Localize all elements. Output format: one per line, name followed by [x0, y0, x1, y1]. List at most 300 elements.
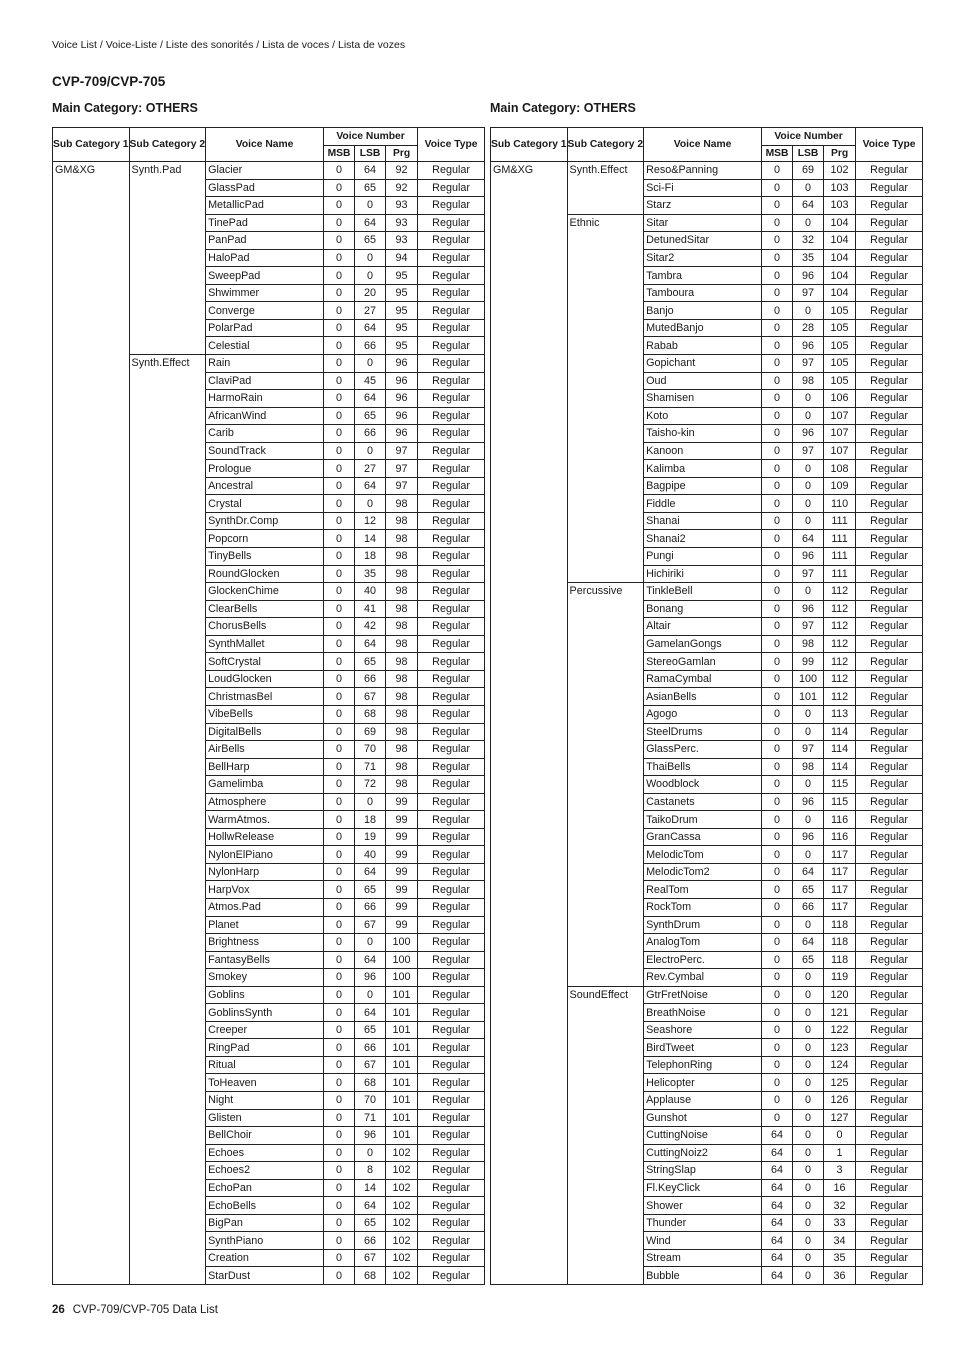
lsb-cell: 98	[793, 372, 824, 390]
sub-category-1-cell	[53, 811, 130, 829]
voice-name-cell: Shamisen	[644, 390, 762, 408]
voice-name-cell: Shower	[644, 1197, 762, 1215]
prg-cell: 93	[386, 214, 418, 232]
table-row	[491, 723, 923, 741]
msb-cell: 0	[324, 811, 355, 829]
lsb-cell: 99	[793, 653, 824, 671]
voice-type-cell: Regular	[856, 758, 923, 776]
msb-cell: 0	[762, 249, 793, 267]
voice-name-cell: TinyBells	[206, 548, 324, 566]
prg-cell: 116	[824, 811, 856, 829]
voice-name-cell: Kanoon	[644, 442, 762, 460]
table-row	[53, 688, 485, 706]
sub-category-2-cell: Percussive	[567, 583, 644, 601]
prg-cell: 121	[824, 1004, 856, 1022]
msb-cell: 64	[762, 1214, 793, 1232]
lsb-cell: 0	[355, 355, 386, 373]
table-row	[53, 214, 485, 232]
voice-name-cell: Helicopter	[644, 1074, 762, 1092]
table-row	[491, 916, 923, 934]
voice-name-cell: Sitar	[644, 214, 762, 232]
voice-name-cell: GlockenChime	[206, 583, 324, 601]
lsb-cell: 68	[355, 1074, 386, 1092]
table-row	[491, 1162, 923, 1180]
sub-category-1-cell	[53, 881, 130, 899]
sub-category-1-cell	[53, 197, 130, 215]
prg-cell: 118	[824, 934, 856, 952]
prg-cell: 36	[824, 1267, 856, 1285]
msb-cell: 0	[762, 337, 793, 355]
voice-type-cell: Regular	[856, 425, 923, 443]
table-row	[53, 495, 485, 513]
sub-category-2-cell	[129, 653, 206, 671]
table-row	[53, 249, 485, 267]
header-voice-type: Voice Type	[418, 128, 485, 162]
msb-cell: 0	[762, 284, 793, 302]
msb-cell: 0	[324, 741, 355, 759]
msb-cell: 0	[324, 776, 355, 794]
lsb-cell: 72	[355, 776, 386, 794]
sub-category-1-cell	[53, 600, 130, 618]
voice-type-cell: Regular	[418, 477, 485, 495]
sub-category-1-cell	[491, 407, 568, 425]
prg-cell: 35	[824, 1249, 856, 1267]
msb-cell: 0	[324, 1021, 355, 1039]
lsb-cell: 64	[355, 214, 386, 232]
prg-cell: 105	[824, 319, 856, 337]
prg-cell: 122	[824, 1021, 856, 1039]
table-row	[53, 1267, 485, 1285]
voice-type-cell: Regular	[856, 477, 923, 495]
voice-name-cell: Atmosphere	[206, 793, 324, 811]
prg-cell: 97	[386, 460, 418, 478]
voice-name-cell: StarDust	[206, 1267, 324, 1285]
voice-name-cell: Kalimba	[644, 460, 762, 478]
voice-name-cell: Reso&Panning	[644, 162, 762, 180]
msb-cell: 0	[324, 495, 355, 513]
msb-cell: 0	[762, 302, 793, 320]
lsb-cell: 96	[793, 337, 824, 355]
msb-cell: 0	[762, 162, 793, 180]
prg-cell: 102	[824, 162, 856, 180]
prg-cell: 125	[824, 1074, 856, 1092]
sub-category-2-cell	[129, 1039, 206, 1057]
table-row	[491, 530, 923, 548]
sub-category-2-cell: SoundEffect	[567, 986, 644, 1004]
voice-type-cell: Regular	[856, 1004, 923, 1022]
prg-cell: 105	[824, 355, 856, 373]
sub-category-2-cell	[129, 442, 206, 460]
sub-category-1-cell	[491, 1127, 568, 1145]
msb-cell: 0	[324, 1074, 355, 1092]
prg-cell: 98	[386, 530, 418, 548]
table-row	[53, 1056, 485, 1074]
table-row	[53, 1179, 485, 1197]
sub-category-1-cell	[491, 1004, 568, 1022]
lsb-cell: 0	[793, 1056, 824, 1074]
voice-name-cell: Sci-Fi	[644, 179, 762, 197]
voice-type-cell: Regular	[856, 811, 923, 829]
voice-name-cell: Shwimmer	[206, 284, 324, 302]
sub-category-1-cell	[53, 1021, 130, 1039]
table-row	[53, 986, 485, 1004]
msb-cell: 0	[324, 688, 355, 706]
voice-type-cell: Regular	[418, 863, 485, 881]
voice-name-cell: Brightness	[206, 934, 324, 952]
msb-cell: 0	[762, 565, 793, 583]
header-lsb: LSB	[355, 146, 386, 162]
table-row	[491, 267, 923, 285]
lsb-cell: 27	[355, 302, 386, 320]
lsb-cell: 64	[355, 162, 386, 180]
msb-cell: 0	[324, 828, 355, 846]
sub-category-2-cell	[567, 1091, 644, 1109]
table-row	[53, 390, 485, 408]
voice-name-cell: ElectroPerc.	[644, 951, 762, 969]
sub-category-1-cell	[491, 881, 568, 899]
lsb-cell: 0	[793, 1144, 824, 1162]
sub-category-1-cell	[53, 688, 130, 706]
sub-category-1-cell	[53, 846, 130, 864]
lsb-cell: 101	[793, 688, 824, 706]
prg-cell: 107	[824, 425, 856, 443]
table-row	[53, 1074, 485, 1092]
prg-cell: 104	[824, 249, 856, 267]
voice-type-cell: Regular	[418, 495, 485, 513]
voice-type-cell: Regular	[418, 512, 485, 530]
sub-category-2-cell	[129, 793, 206, 811]
table-row	[491, 162, 923, 180]
header-prg: Prg	[824, 146, 856, 162]
lsb-cell: 0	[793, 302, 824, 320]
voice-name-cell: Carib	[206, 425, 324, 443]
table-row	[491, 1127, 923, 1145]
prg-cell: 118	[824, 951, 856, 969]
msb-cell: 0	[324, 986, 355, 1004]
voice-type-cell: Regular	[418, 425, 485, 443]
msb-cell: 0	[762, 618, 793, 636]
voice-name-cell: Ritual	[206, 1056, 324, 1074]
lsb-cell: 64	[793, 530, 824, 548]
voice-name-cell: Taisho-kin	[644, 425, 762, 443]
lsb-cell: 0	[793, 1179, 824, 1197]
table-row	[53, 1232, 485, 1250]
header-lsb: LSB	[793, 146, 824, 162]
prg-cell: 114	[824, 758, 856, 776]
prg-cell: 34	[824, 1232, 856, 1250]
table-row	[491, 179, 923, 197]
table-row	[491, 319, 923, 337]
sub-category-2-cell	[129, 197, 206, 215]
sub-category-1-cell	[491, 846, 568, 864]
voice-name-cell: MelodicTom2	[644, 863, 762, 881]
table-row	[53, 758, 485, 776]
msb-cell: 0	[324, 1056, 355, 1074]
sub-category-1-cell	[53, 337, 130, 355]
table-row	[491, 407, 923, 425]
table-row	[491, 600, 923, 618]
voice-name-cell: Night	[206, 1091, 324, 1109]
voice-name-cell: ClaviPad	[206, 372, 324, 390]
sub-category-2-cell	[129, 969, 206, 987]
header-voice-number: Voice Number	[324, 128, 418, 146]
sub-category-2-cell	[129, 986, 206, 1004]
table-row	[491, 1091, 923, 1109]
voice-name-cell: Pungi	[644, 548, 762, 566]
table-row	[53, 284, 485, 302]
table-row	[53, 425, 485, 443]
prg-cell: 99	[386, 881, 418, 899]
sub-category-1-cell	[491, 670, 568, 688]
table-row	[53, 600, 485, 618]
msb-cell: 0	[762, 776, 793, 794]
sub-category-2-cell	[129, 881, 206, 899]
sub-category-2-cell	[129, 1179, 206, 1197]
sub-category-1-cell	[53, 1004, 130, 1022]
prg-cell: 101	[386, 1056, 418, 1074]
sub-category-1-cell	[53, 355, 130, 373]
sub-category-2-cell	[129, 1144, 206, 1162]
sub-category-1-cell	[491, 1179, 568, 1197]
sub-category-2-cell	[129, 495, 206, 513]
voice-name-cell: Celestial	[206, 337, 324, 355]
prg-cell: 112	[824, 583, 856, 601]
prg-cell: 95	[386, 267, 418, 285]
prg-cell: 101	[386, 986, 418, 1004]
prg-cell: 16	[824, 1179, 856, 1197]
voice-type-cell: Regular	[856, 863, 923, 881]
voice-name-cell: Fiddle	[644, 495, 762, 513]
table-row	[53, 1021, 485, 1039]
prg-cell: 99	[386, 863, 418, 881]
lsb-cell: 0	[793, 1004, 824, 1022]
sub-category-1-cell	[53, 635, 130, 653]
voice-name-cell: Agogo	[644, 705, 762, 723]
lsb-cell: 66	[355, 425, 386, 443]
sub-category-1-cell	[53, 477, 130, 495]
sub-category-2-cell	[567, 776, 644, 794]
table-row	[491, 249, 923, 267]
voice-name-cell: VibeBells	[206, 705, 324, 723]
prg-cell: 95	[386, 319, 418, 337]
prg-cell: 94	[386, 249, 418, 267]
voice-type-cell: Regular	[856, 1249, 923, 1267]
msb-cell: 0	[324, 881, 355, 899]
voice-name-cell: BellChoir	[206, 1127, 324, 1145]
voice-type-cell: Regular	[418, 1232, 485, 1250]
sub-category-2-cell	[567, 916, 644, 934]
msb-cell: 0	[762, 583, 793, 601]
voice-type-cell: Regular	[856, 618, 923, 636]
sub-category-2-cell	[567, 319, 644, 337]
table-row	[491, 214, 923, 232]
prg-cell: 114	[824, 741, 856, 759]
prg-cell: 112	[824, 635, 856, 653]
sub-category-2-cell	[129, 583, 206, 601]
lsb-cell: 65	[355, 653, 386, 671]
sub-category-1-cell	[491, 284, 568, 302]
msb-cell: 0	[762, 232, 793, 250]
sub-category-1-cell	[491, 495, 568, 513]
voice-type-cell: Regular	[418, 705, 485, 723]
sub-category-1-cell	[53, 1127, 130, 1145]
lsb-cell: 14	[355, 1179, 386, 1197]
msb-cell: 0	[324, 284, 355, 302]
sub-category-2-cell	[129, 337, 206, 355]
voice-type-cell: Regular	[418, 390, 485, 408]
sub-category-2-cell	[129, 811, 206, 829]
header-msb: MSB	[762, 146, 793, 162]
sub-category-1-cell	[491, 916, 568, 934]
voice-type-cell: Regular	[856, 969, 923, 987]
sub-category-1-cell	[491, 460, 568, 478]
msb-cell: 0	[324, 705, 355, 723]
voice-type-cell: Regular	[856, 1197, 923, 1215]
msb-cell: 0	[324, 565, 355, 583]
voice-type-cell: Regular	[418, 1267, 485, 1285]
sub-category-1-cell	[491, 951, 568, 969]
table-row	[491, 1056, 923, 1074]
sub-category-1-cell	[491, 723, 568, 741]
prg-cell: 101	[386, 1091, 418, 1109]
sub-category-1-cell: GM&XG	[53, 162, 130, 180]
voice-name-cell: RockTom	[644, 898, 762, 916]
msb-cell: 0	[762, 951, 793, 969]
msb-cell: 0	[762, 425, 793, 443]
voice-name-cell: Creation	[206, 1249, 324, 1267]
sub-category-2-cell	[129, 898, 206, 916]
voice-type-cell: Regular	[856, 372, 923, 390]
table-row	[53, 670, 485, 688]
sub-category-1-cell	[53, 758, 130, 776]
msb-cell: 64	[762, 1197, 793, 1215]
lsb-cell: 0	[793, 179, 824, 197]
table-row	[491, 337, 923, 355]
sub-category-1-cell	[53, 776, 130, 794]
lsb-cell: 69	[355, 723, 386, 741]
voice-type-cell: Regular	[418, 249, 485, 267]
table-row	[53, 934, 485, 952]
msb-cell: 0	[762, 635, 793, 653]
sub-category-1-cell	[53, 1162, 130, 1180]
voice-type-cell: Regular	[856, 916, 923, 934]
msb-cell: 0	[762, 1091, 793, 1109]
prg-cell: 98	[386, 670, 418, 688]
msb-cell: 0	[762, 319, 793, 337]
msb-cell: 0	[762, 705, 793, 723]
voice-name-cell: Stream	[644, 1249, 762, 1267]
voice-name-cell: Crystal	[206, 495, 324, 513]
table-row	[491, 1074, 923, 1092]
sub-category-1-cell	[491, 232, 568, 250]
voice-name-cell: GamelanGongs	[644, 635, 762, 653]
sub-category-2-cell	[567, 1056, 644, 1074]
sub-category-1-cell	[53, 969, 130, 987]
table-row	[491, 670, 923, 688]
sub-category-1-cell	[491, 741, 568, 759]
sub-category-1-cell	[53, 214, 130, 232]
sub-category-2-cell	[567, 600, 644, 618]
voice-type-cell: Regular	[856, 583, 923, 601]
prg-cell: 33	[824, 1214, 856, 1232]
sub-category-1-cell	[53, 512, 130, 530]
voice-type-cell: Regular	[856, 442, 923, 460]
sub-category-1-cell	[53, 1232, 130, 1250]
prg-cell: 101	[386, 1109, 418, 1127]
voice-name-cell: LoudGlocken	[206, 670, 324, 688]
table-row	[491, 951, 923, 969]
sub-category-2-cell	[567, 653, 644, 671]
voice-type-cell: Regular	[418, 565, 485, 583]
voice-type-cell: Regular	[856, 688, 923, 706]
msb-cell: 64	[762, 1267, 793, 1285]
table-row	[491, 934, 923, 952]
lsb-cell: 28	[793, 319, 824, 337]
lsb-cell: 66	[355, 670, 386, 688]
sub-category-1-cell	[53, 653, 130, 671]
sub-category-2-cell	[129, 302, 206, 320]
sub-category-1-cell	[491, 179, 568, 197]
prg-cell: 110	[824, 495, 856, 513]
voice-type-cell: Regular	[856, 460, 923, 478]
sub-category-2-cell	[567, 758, 644, 776]
lsb-cell: 64	[793, 197, 824, 215]
voice-type-cell: Regular	[418, 811, 485, 829]
voice-name-cell: Woodblock	[644, 776, 762, 794]
voice-name-cell: RamaCymbal	[644, 670, 762, 688]
table-row	[53, 179, 485, 197]
sub-category-1-cell	[491, 986, 568, 1004]
sub-category-2-cell	[567, 442, 644, 460]
msb-cell: 0	[324, 390, 355, 408]
voice-type-cell: Regular	[418, 723, 485, 741]
lsb-cell: 0	[793, 1267, 824, 1285]
prg-cell: 98	[386, 583, 418, 601]
msb-cell: 0	[324, 249, 355, 267]
msb-cell: 64	[762, 1232, 793, 1250]
voice-name-cell: Banjo	[644, 302, 762, 320]
lsb-cell: 0	[355, 986, 386, 1004]
voice-name-cell: Bagpipe	[644, 477, 762, 495]
table-row	[491, 776, 923, 794]
lsb-cell: 0	[793, 705, 824, 723]
prg-cell: 98	[386, 565, 418, 583]
msb-cell: 0	[324, 758, 355, 776]
sub-category-2-cell	[567, 355, 644, 373]
header-msb: MSB	[324, 146, 355, 162]
voice-type-cell: Regular	[856, 390, 923, 408]
sub-category-2-cell: Synth.Effect	[567, 162, 644, 180]
table-row	[491, 372, 923, 390]
sub-category-1-cell	[491, 372, 568, 390]
voice-type-cell: Regular	[418, 442, 485, 460]
lsb-cell: 0	[793, 1127, 824, 1145]
prg-cell: 98	[386, 688, 418, 706]
voice-type-cell: Regular	[856, 1109, 923, 1127]
voice-name-cell: MelodicTom	[644, 846, 762, 864]
table-row	[53, 1197, 485, 1215]
sub-category-2-cell	[567, 495, 644, 513]
sub-category-2-cell	[129, 565, 206, 583]
sub-category-1-cell	[491, 1039, 568, 1057]
msb-cell: 0	[762, 1056, 793, 1074]
msb-cell: 0	[324, 512, 355, 530]
lsb-cell: 0	[793, 460, 824, 478]
lsb-cell: 0	[793, 1249, 824, 1267]
sub-category-2-cell	[129, 1021, 206, 1039]
prg-cell: 117	[824, 898, 856, 916]
msb-cell: 0	[762, 653, 793, 671]
